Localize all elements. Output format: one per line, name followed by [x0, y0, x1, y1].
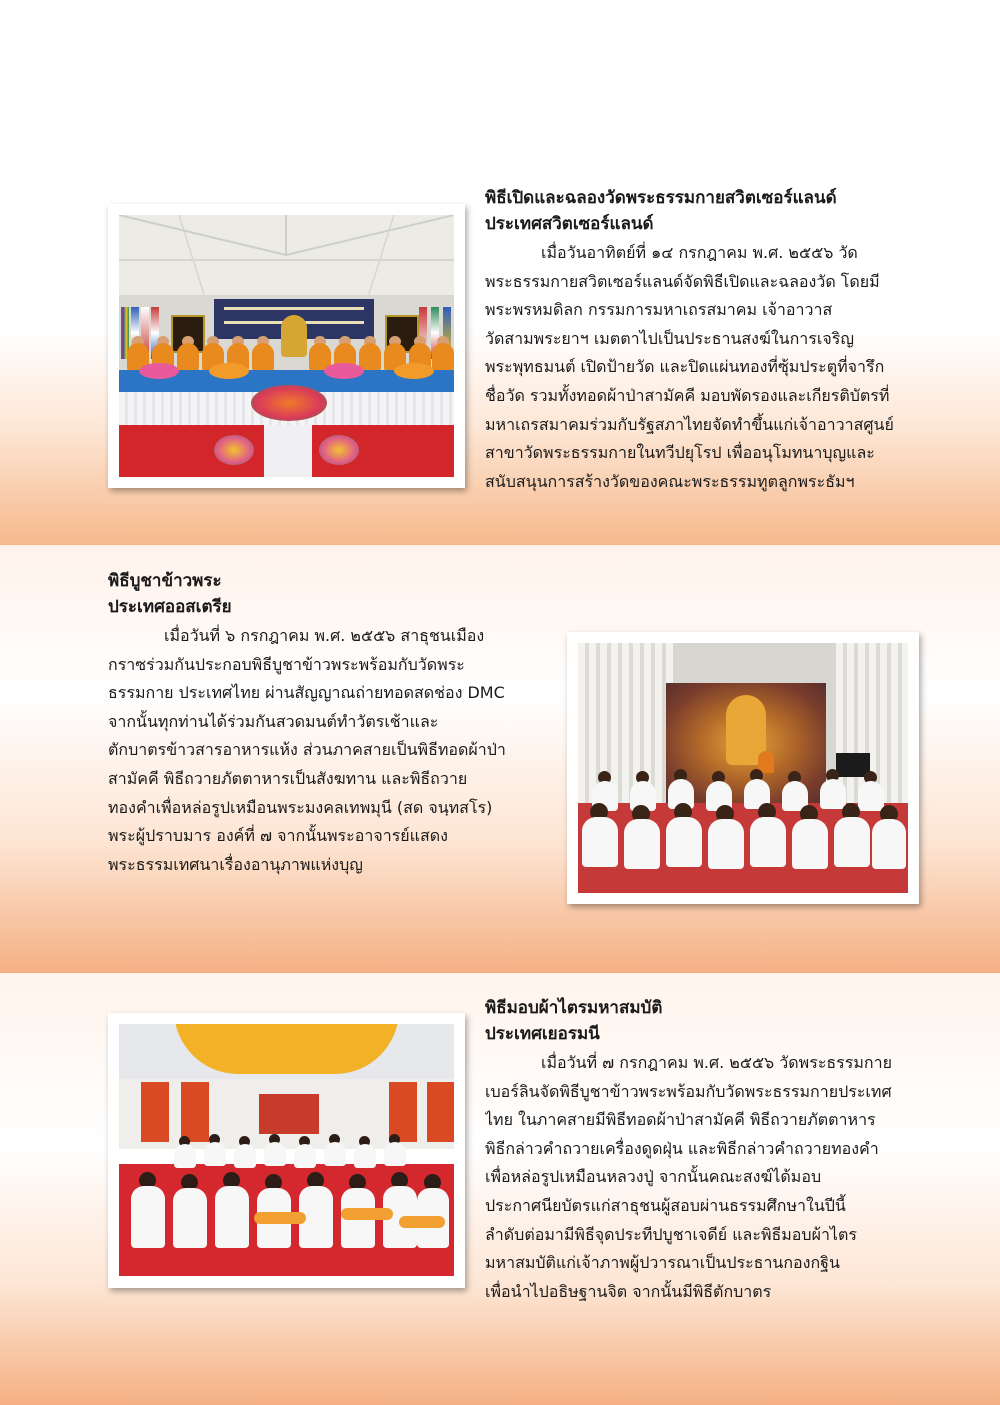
photo-austria-ceremony	[567, 632, 919, 904]
section-country: ประเทศออสเตรีย	[108, 597, 232, 617]
section-paragraph	[485, 239, 919, 496]
paragraph-line: สาขาวัดพระธรรมกายในทวีปยุโรป เพื่ออนุโมทนาบุญและ	[485, 443, 875, 463]
paragraph-line: พระผู้ปราบมาร องค์ที่ ๗ จากนั้นพระอาจารย์แสดง	[108, 826, 448, 846]
paragraph-line: ไทย ในภาคสายมีพิธีทอดผ้าป่าสามัคคี พิธีถวายภัตตาหาร	[485, 1110, 876, 1130]
paragraph-line: จากนั้นทุกท่านได้ร่วมกันสวดมนต์ทำวัตรเช้าและ	[108, 711, 439, 731]
paragraph-line: มหาเถรสมาคมร่วมกับรัฐสภาไทยจัดทำขึ้นแก่เจ้าอาวาสศูนย์	[485, 414, 894, 434]
section-country: ประเทศสวิตเซอร์แลนด์	[485, 214, 654, 234]
paragraph-line: เมื่อวันอาทิตย์ที่ ๑๔ กรกฎาคม พ.ศ. ๒๕๕๖ วัด	[541, 243, 858, 262]
paragraph-line: พิธีกล่าวคำถวายเครื่องดูดฝุ่น และพิธีกล่าวคำถวายทองคำ	[485, 1138, 879, 1158]
paragraph-line: วัดสามพระยาฯ เมตตาไปเป็นประธานสงฆ์ในการเจริญ	[485, 328, 854, 348]
photo-switzerland-ceremony	[108, 204, 465, 488]
section-title: พิธีเปิดและฉลองวัดพระธรรมกายสวิตเซอร์แลนด์	[485, 188, 837, 208]
paragraph-line: สามัคคี พิธีถวายภัตตาหารเป็นสังฆทาน และพิธีถวาย	[108, 768, 468, 788]
section-title: พิธีมอบผ้าไตรมหาสมบัติ	[485, 998, 663, 1018]
paragraph-line: สนับสนุนการสร้างวัดของคณะพระธรรมทูตลูกพระธัมฯ	[485, 471, 855, 491]
paragraph-line: ลำดับต่อมามีพิธีจุดประทีปบูชาเจดีย์ และพิธีมอบผ้าไตร	[485, 1224, 857, 1244]
section-paragraph	[485, 1049, 919, 1306]
paragraph-line: พระพรหมดิลก กรรมการมหาเถรสมาคม เจ้าอาวาส	[485, 300, 833, 320]
paragraph-line: กราซร่วมกันประกอบพิธีบูชาข้าวพระพร้อมกับวัดพระ	[108, 654, 465, 674]
paragraph-line: มหาสมบัติแก่เจ้าภาพผู้ปวารณาเป็นประธานกองกฐิน	[485, 1253, 840, 1273]
paragraph-line: พระพุทธมนต์ เปิดป้ายวัด และปิดแผ่นทองที่ซุ้มประตูที่จารึก	[485, 357, 885, 377]
paragraph-line: เพื่อหล่อรูปเหมือนหลวงปู่ จากนั้นคณะสงฆ์ได้มอบ	[485, 1167, 822, 1187]
paragraph-line: เบอร์ลินจัดพิธีบูชาข้าวพระพร้อมกับวัดพระธรรมกายประเทศ	[485, 1081, 892, 1101]
paragraph-line: ตักบาตรข้าวสารอาหารแห้ง ส่วนภาคสายเป็นพิธีทอดผ้าป่า	[108, 740, 506, 760]
photo-austria-image	[578, 643, 908, 893]
paragraph-line: ประกาศนียบัตรแก่สาธุชนผู้สอบผ่านธรรมศึกษาในปีนี้	[485, 1195, 846, 1215]
photo-switzerland-image	[119, 215, 454, 477]
section-germany	[485, 995, 919, 1306]
paragraph-line: ธรรมกาย ประเทศไทย ผ่านสัญญาณถ่ายทอดสดช่อง DMC	[108, 683, 505, 703]
paragraph-line: เมื่อวันที่ ๗ กรกฎาคม พ.ศ. ๒๕๕๖ วัดพระธรรมกาย	[541, 1053, 892, 1072]
paragraph-line: ทองคำเพื่อหล่อรูปเหมือนพระมงคลเทพมุนี (สด จนฺทสโร)	[108, 797, 493, 817]
paragraph-line: เมื่อวันที่ ๖ กรกฎาคม พ.ศ. ๒๕๕๖ สาธุชนเมือง	[164, 626, 485, 645]
section-switzerland	[485, 185, 919, 496]
photo-germany-ceremony	[108, 1013, 465, 1288]
paragraph-line: ชื่อวัด รวมทั้งทอดผ้าป่าสามัคคี มอบพัดรองและเกียรติบัตรที่	[485, 385, 890, 405]
section-austria	[108, 568, 541, 879]
section-country: ประเทศเยอรมนี	[485, 1024, 600, 1044]
paragraph-line: เพื่อนำไปอธิษฐานจิต จากนั้นมีพิธีตักบาตร	[485, 1281, 772, 1301]
paragraph-line: พระธรรมกายสวิตเซอร์แลนด์จัดพิธีเปิดและฉลองวัด โดยมี	[485, 271, 880, 291]
section-paragraph	[108, 622, 541, 879]
paragraph-line: พระธรรมเทศนาเรื่องอานุภาพแห่งบุญ	[108, 854, 363, 874]
photo-germany-image	[119, 1024, 454, 1277]
section-title: พิธีบูชาข้าวพระ	[108, 571, 222, 591]
